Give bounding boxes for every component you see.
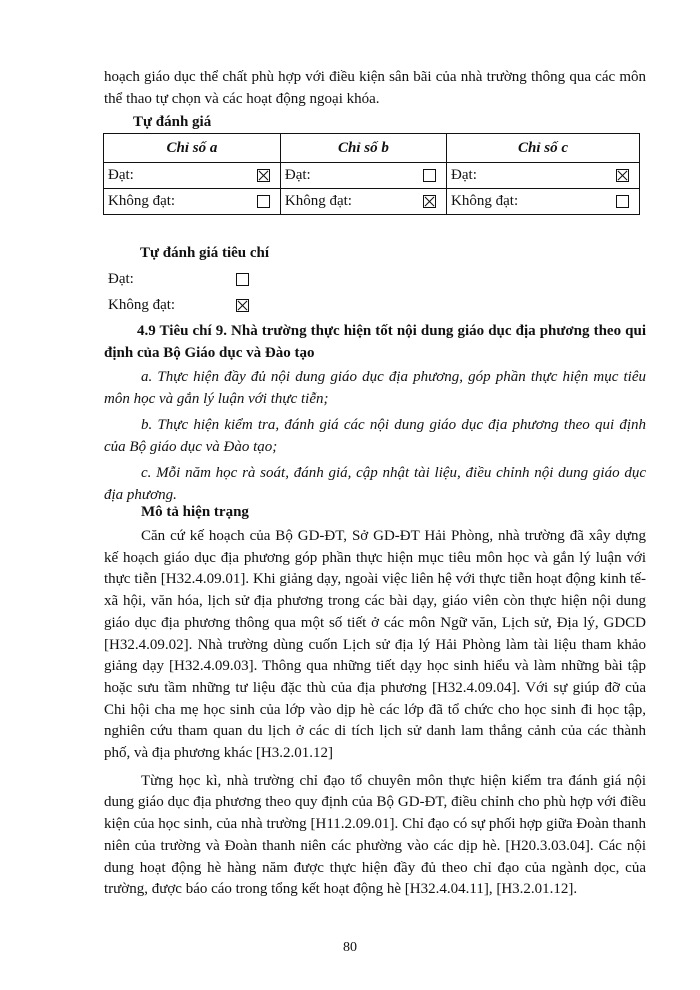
fail-label: Không đạt: — [108, 297, 176, 313]
index-a-pass-cell — [104, 163, 281, 189]
index-a-fail-checkbox[interactable] — [257, 195, 270, 208]
index-b-fail-checkbox[interactable] — [423, 195, 436, 208]
index-c-header: Chỉ số c — [447, 134, 640, 163]
section-items — [104, 366, 646, 506]
index-b-pass-cell — [280, 163, 446, 189]
intro-text: hoạch giáo dục thể chất phù hợp với điều kiện sân bãi của nhà trường thông qua các môn thể thao tự chọn và các hoạt động ngoại khóa. — [104, 69, 646, 107]
page-number: 80 — [343, 940, 357, 955]
pass-label: Đạt: — [108, 167, 134, 183]
pass-label: Đạt: — [108, 271, 134, 287]
index-c-fail-checkbox[interactable] — [616, 195, 629, 208]
self-eval-pass-row — [104, 163, 640, 189]
index-a-pass-checkbox[interactable] — [257, 169, 270, 182]
section-title-text: 4.9 Tiêu chí 9. Nhà trường thực hiện tốt nội dung giáo dục địa phương theo qui định của Bộ Giáo dục và Đào tạo — [104, 323, 646, 361]
fail-label: Không đạt: — [284, 193, 352, 209]
self-eval-fail-row — [104, 189, 640, 215]
index-b-fail-cell — [280, 189, 446, 215]
status-paragraph-1: Căn cứ kế hoạch của Bộ GD-ĐT, Sở GD-ĐT Hải Phòng, nhà trường đã xây dựng kế hoạch giáo dục địa phương góp phần thực hiện mục tiêu môn học và gắn lý luận với thực tiễn [H32.4.09.01]. Khi giảng dạy, ngoài việc liên hệ với thực tiễn hoạt động kinh tế-xã hội, văn hóa, lịch sử địa phương trong các bài dạy, giáo viên còn thực hiện nội dung giáo dục địa phương thông qua một số tiết ở các môn Ngữ văn, Lịch sử, Địa lý, GDCD [H32.4.09.02]. Nhà trường dùng cuốn Lịch sử địa lý Hải Phòng làm tài liệu tham khảo giảng dạy [H32.4.09.03]. Thông qua những tiết dạy học sinh hiểu và làm những bài tập hoặc sưu tầm những tư liệu đặc thù của địa phương [H32.4.09.04]. Với sự giúp đỡ của Chi hội cha mẹ học sinh của lớp vào dịp hè các lớp đã tổ chức cho học sinh đi học tập, nghiên cứu tham quan du lịch ở các di tích lịch sử danh lam thắng cảnh của các thành phố, và địa phương khác [H3.2.01.12] — [104, 528, 646, 762]
index-b-pass-checkbox[interactable] — [423, 169, 436, 182]
fail-label: Không đạt: — [451, 193, 519, 209]
item-a: a. Thực hiện đầy đủ nội dung giáo dục địa phương, góp phần thực hiện mục tiêu môn học và gắn lý luận với thực tiễn; — [104, 369, 646, 407]
section-title — [104, 320, 646, 364]
index-c-pass-cell — [447, 163, 640, 189]
index-a-fail-cell — [104, 189, 281, 215]
pass-label: Đạt: — [451, 167, 477, 183]
index-c-pass-checkbox[interactable] — [616, 169, 629, 182]
status-heading: Mô tả hiện trạng — [141, 504, 249, 520]
status-paragraph-2: Từng học kì, nhà trường chỉ đạo tổ chuyên môn thực hiện kiểm tra đánh giá nội dung giáo dục địa phương theo quy định của Bộ GD-ĐT, điều chỉnh cho phù hợp với điều kiện của học sinh, của nhà trường [H11.2.09.01]. Chỉ đạo có sự phối hợp giữa Đoàn thanh niên của trường và Đoàn thanh niên các phường vào các dịp hè. [H20.3.03.04]. Các nội dung hoạt động hè hàng năm được thực hiện đầy đủ theo chỉ đạo của ngành dọc, của trường, được báo cáo trong tổng kết hoạt động hè [H32.4.04.11], [H3.2.01.12]. — [104, 772, 646, 898]
item-b: b. Thực hiện kiểm tra, đánh giá các nội dung giáo dục địa phương theo qui định của Bộ giáo dục và Đào tạo; — [104, 417, 646, 455]
criterion-fail-line — [108, 294, 175, 316]
index-a-header: Chỉ số a — [104, 134, 281, 163]
criterion-fail-checkbox[interactable] — [236, 299, 249, 312]
status-body — [104, 526, 646, 901]
intro-paragraph — [104, 66, 646, 110]
index-b-header: Chỉ số b — [280, 134, 446, 163]
criterion-pass-line — [108, 268, 134, 290]
pass-label: Đạt: — [284, 167, 311, 183]
index-c-fail-cell — [447, 189, 640, 215]
self-eval-heading: Tự đánh giá — [133, 114, 212, 130]
fail-label: Không đạt: — [108, 193, 176, 209]
self-eval-header-row — [104, 134, 640, 163]
item-c: c. Mỗi năm học rà soát, đánh giá, cập nhật tài liệu, điều chỉnh nội dung giáo dục địa phương. — [104, 465, 646, 503]
criterion-eval-heading: Tự đánh giá tiêu chí — [140, 245, 270, 261]
self-eval-table — [103, 133, 640, 215]
criterion-pass-checkbox[interactable] — [236, 273, 249, 286]
